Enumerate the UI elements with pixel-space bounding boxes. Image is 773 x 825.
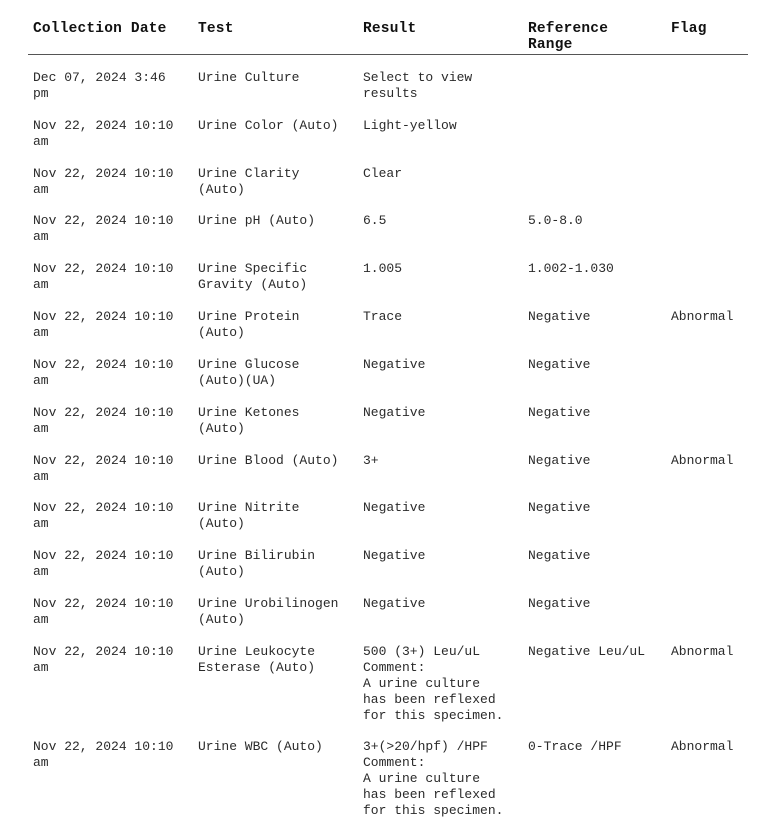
collection-date: Nov 22, 2024 10:10 am — [33, 500, 174, 531]
result-value: Light-yellow — [363, 118, 457, 133]
result-link[interactable]: Select to view results — [363, 70, 473, 101]
collection-date: Nov 22, 2024 10:10 am — [33, 213, 174, 244]
collection-date: Nov 22, 2024 10:10 am — [33, 261, 174, 292]
result-value: Trace — [363, 309, 403, 324]
test-name: Urine Leukocyte Esterase (Auto) — [198, 644, 316, 675]
reference-range: Negative — [528, 500, 591, 515]
result-value: 500 (3+) Leu/uL Comment: A urine culture has been reflexed for this specimen. — [363, 644, 504, 723]
reference-range: Negative — [528, 596, 591, 611]
flag-abnormal: Abnormal — [671, 453, 734, 468]
result-value: 3+ — [363, 453, 379, 468]
collection-date: Nov 22, 2024 10:10 am — [33, 596, 174, 627]
flag-abnormal: Abnormal — [671, 309, 734, 324]
test-name: Urine Culture — [198, 70, 300, 85]
result-value: Negative — [363, 357, 426, 372]
result-value: 6.5 — [363, 213, 387, 228]
collection-date: Nov 22, 2024 10:10 am — [33, 357, 174, 388]
reference-range: Negative Leu/uL — [528, 644, 646, 659]
collection-date: Nov 22, 2024 10:10 am — [33, 405, 174, 436]
collection-date: Nov 22, 2024 10:10 am — [33, 166, 174, 197]
lab-results-table — [28, 18, 748, 818]
test-name: Urine Specific Gravity (Auto) — [198, 261, 308, 292]
flag-abnormal: Abnormal — [671, 739, 734, 754]
result-value: Negative — [363, 500, 426, 515]
table-header — [28, 18, 748, 55]
result-value: Negative — [363, 596, 426, 611]
result-value: 3+(>20/hpf) /HPF Comment: A urine culture has been reflexed for this specimen. — [363, 739, 504, 818]
reference-range: Negative — [528, 453, 591, 468]
header-reference-range: Reference Range — [528, 21, 609, 53]
collection-date: Nov 22, 2024 10:10 am — [33, 548, 174, 579]
header-flag: Flag — [671, 21, 707, 37]
test-name: Urine Color (Auto) — [198, 118, 339, 133]
reference-range: Negative — [528, 548, 591, 563]
test-name: Urine Glucose (Auto)(UA) — [198, 357, 300, 388]
reference-range: Negative — [528, 405, 591, 420]
header-result: Result — [363, 21, 417, 37]
result-value: 1.005 — [363, 261, 403, 276]
result-value: Negative — [363, 405, 426, 420]
collection-date: Dec 07, 2024 3:46 pm — [33, 70, 166, 101]
test-name: Urine Bilirubin (Auto) — [198, 548, 316, 579]
test-name: Urine pH (Auto) — [198, 213, 316, 228]
test-name: Urine Blood (Auto) — [198, 453, 339, 468]
result-value: Clear — [363, 166, 403, 181]
test-name: Urine Ketones (Auto) — [198, 405, 300, 436]
reference-range: 0-Trace /HPF — [528, 739, 622, 754]
reference-range: Negative — [528, 309, 591, 324]
collection-date: Nov 22, 2024 10:10 am — [33, 453, 174, 484]
reference-range: Negative — [528, 357, 591, 372]
collection-date: Nov 22, 2024 10:10 am — [33, 118, 174, 149]
test-name: Urine Urobilinogen (Auto) — [198, 596, 339, 627]
test-name: Urine Protein (Auto) — [198, 309, 300, 340]
header-test: Test — [198, 21, 234, 37]
flag-abnormal: Abnormal — [671, 644, 734, 659]
collection-date: Nov 22, 2024 10:10 am — [33, 644, 174, 675]
reference-range: 5.0-8.0 — [528, 213, 583, 228]
collection-date: Nov 22, 2024 10:10 am — [33, 309, 174, 340]
test-name: Urine WBC (Auto) — [198, 739, 323, 754]
reference-range: 1.002-1.030 — [528, 261, 614, 276]
header-collection-date: Collection Date — [33, 21, 167, 37]
result-value: Negative — [363, 548, 426, 563]
collection-date: Nov 22, 2024 10:10 am — [33, 739, 174, 770]
test-name: Urine Clarity (Auto) — [198, 166, 300, 197]
test-name: Urine Nitrite (Auto) — [198, 500, 300, 531]
